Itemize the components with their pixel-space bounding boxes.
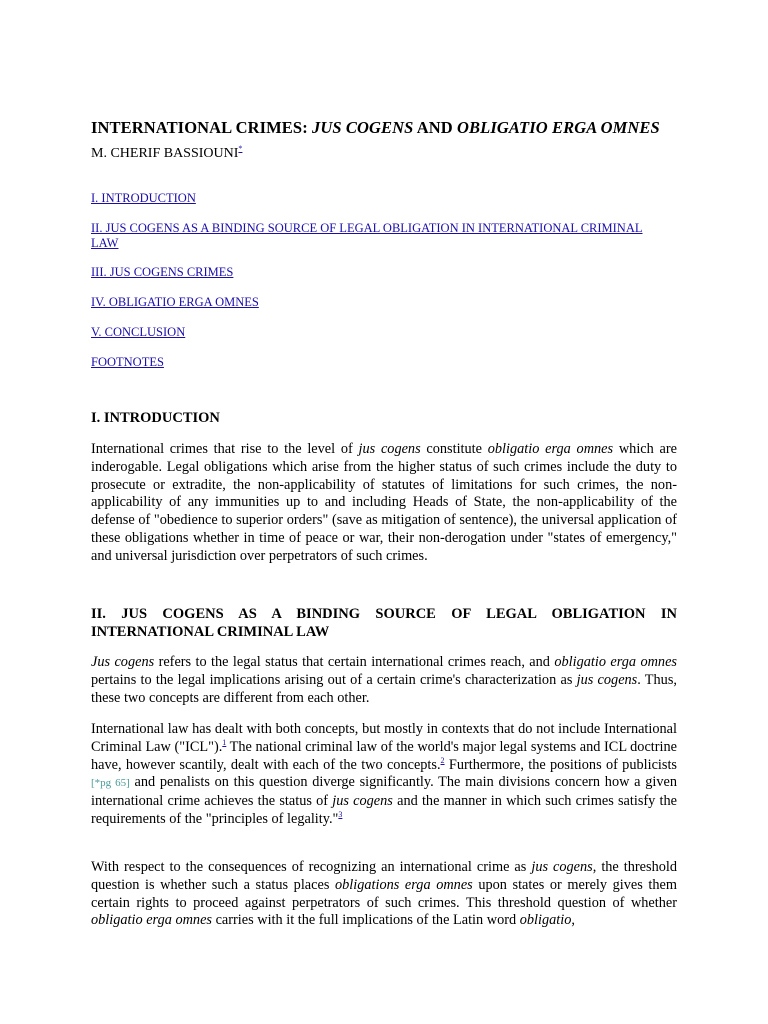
paragraph: With respect to the consequences of recognizing an international crime as jus cogens, the threshold question is whether such a status places obligations erga omnes upon states or merely gives them certain rights to proceed against perpetrators of such crimes. This threshold question of whether obligatio erga omnes carries with it the full implications of the Latin word obligatio,	[91, 859, 677, 929]
author-name: M. CHERIF BASSIOUNI	[91, 146, 239, 161]
footnote-link-2[interactable]: 2	[440, 755, 445, 765]
author-footnote-link[interactable]: *	[238, 144, 243, 153]
page-marker: [*pg 65]	[91, 777, 130, 790]
toc-link-introduction[interactable]: I. INTRODUCTION	[91, 191, 196, 205]
document-title: INTERNATIONAL CRIMES: JUS COGENS AND OBLIGATIO ERGA OMNES	[91, 118, 660, 137]
paragraph: International law has dealt with both concepts, but mostly in contexts that do not include International Criminal Law ("ICL").$^1$ The national criminal law of the world's major legal systems and ICL doctrine have, however scantily, dealt with each of the two concepts.$^2$ Furthermore, the positions of publicists [*pg 65] and penalists on this question diverge significantly. The main divisions concern how a given international crime achieves the status of jus cogens and the manner in which such crimes satisfy the requirements of the "principles of legality."$^3$	[91, 721, 678, 827]
paragraph: Jus cogens refers to the legal status that certain international crimes reach, and obligatio erga omnes pertains to the legal implications arising out of a certain crime's characterization as jus cogens. Thus, these two concepts are different from each other.	[91, 654, 677, 706]
toc-link-jus-cogens-binding-source[interactable]: II. JUS COGENS AS A BINDING SOURCE OF LEGAL OBLIGATION IN INTERNATIONAL CRIMINAL LAW	[91, 221, 643, 250]
author-line	[91, 144, 242, 162]
toc-link-conclusion[interactable]: V. CONCLUSION	[91, 325, 186, 339]
section-heading-introduction: I. INTRODUCTION	[91, 410, 220, 426]
toc-link-jus-cogens-crimes[interactable]: III. JUS COGENS CRIMES	[91, 265, 234, 279]
footnote-link-3[interactable]: 3	[338, 809, 343, 819]
footnote-link-1[interactable]: 1	[222, 737, 227, 747]
toc-link-footnotes[interactable]: FOOTNOTES	[91, 355, 164, 369]
toc-link-obligatio-erga-omnes[interactable]: IV. OBLIGATIO ERGA OMNES	[91, 295, 259, 309]
section-heading-jus-cogens-binding-source: II. JUS COGENS AS A BINDING SOURCE OF LEGAL OBLIGATION IN INTERNATIONAL CRIMINAL LAW	[91, 606, 677, 640]
paragraph: International crimes that rise to the level of jus cogens constitute obligatio erga omnes which are inderogable. Legal obligations which arise from the higher status of such crimes include the duty to prosecute or extradite, the non-applicability of statutes of limitations for such crimes, the non-applicability of any immunities up to and including Heads of State, the non-applicability of the defense of "obedience to superior orders" (save as mitigation of sentence), the universal application of these obligations whether in time of peace or war, their non-derogation under "states of emergency," and universal jurisdiction over perpetrators of such crimes.	[91, 441, 677, 564]
